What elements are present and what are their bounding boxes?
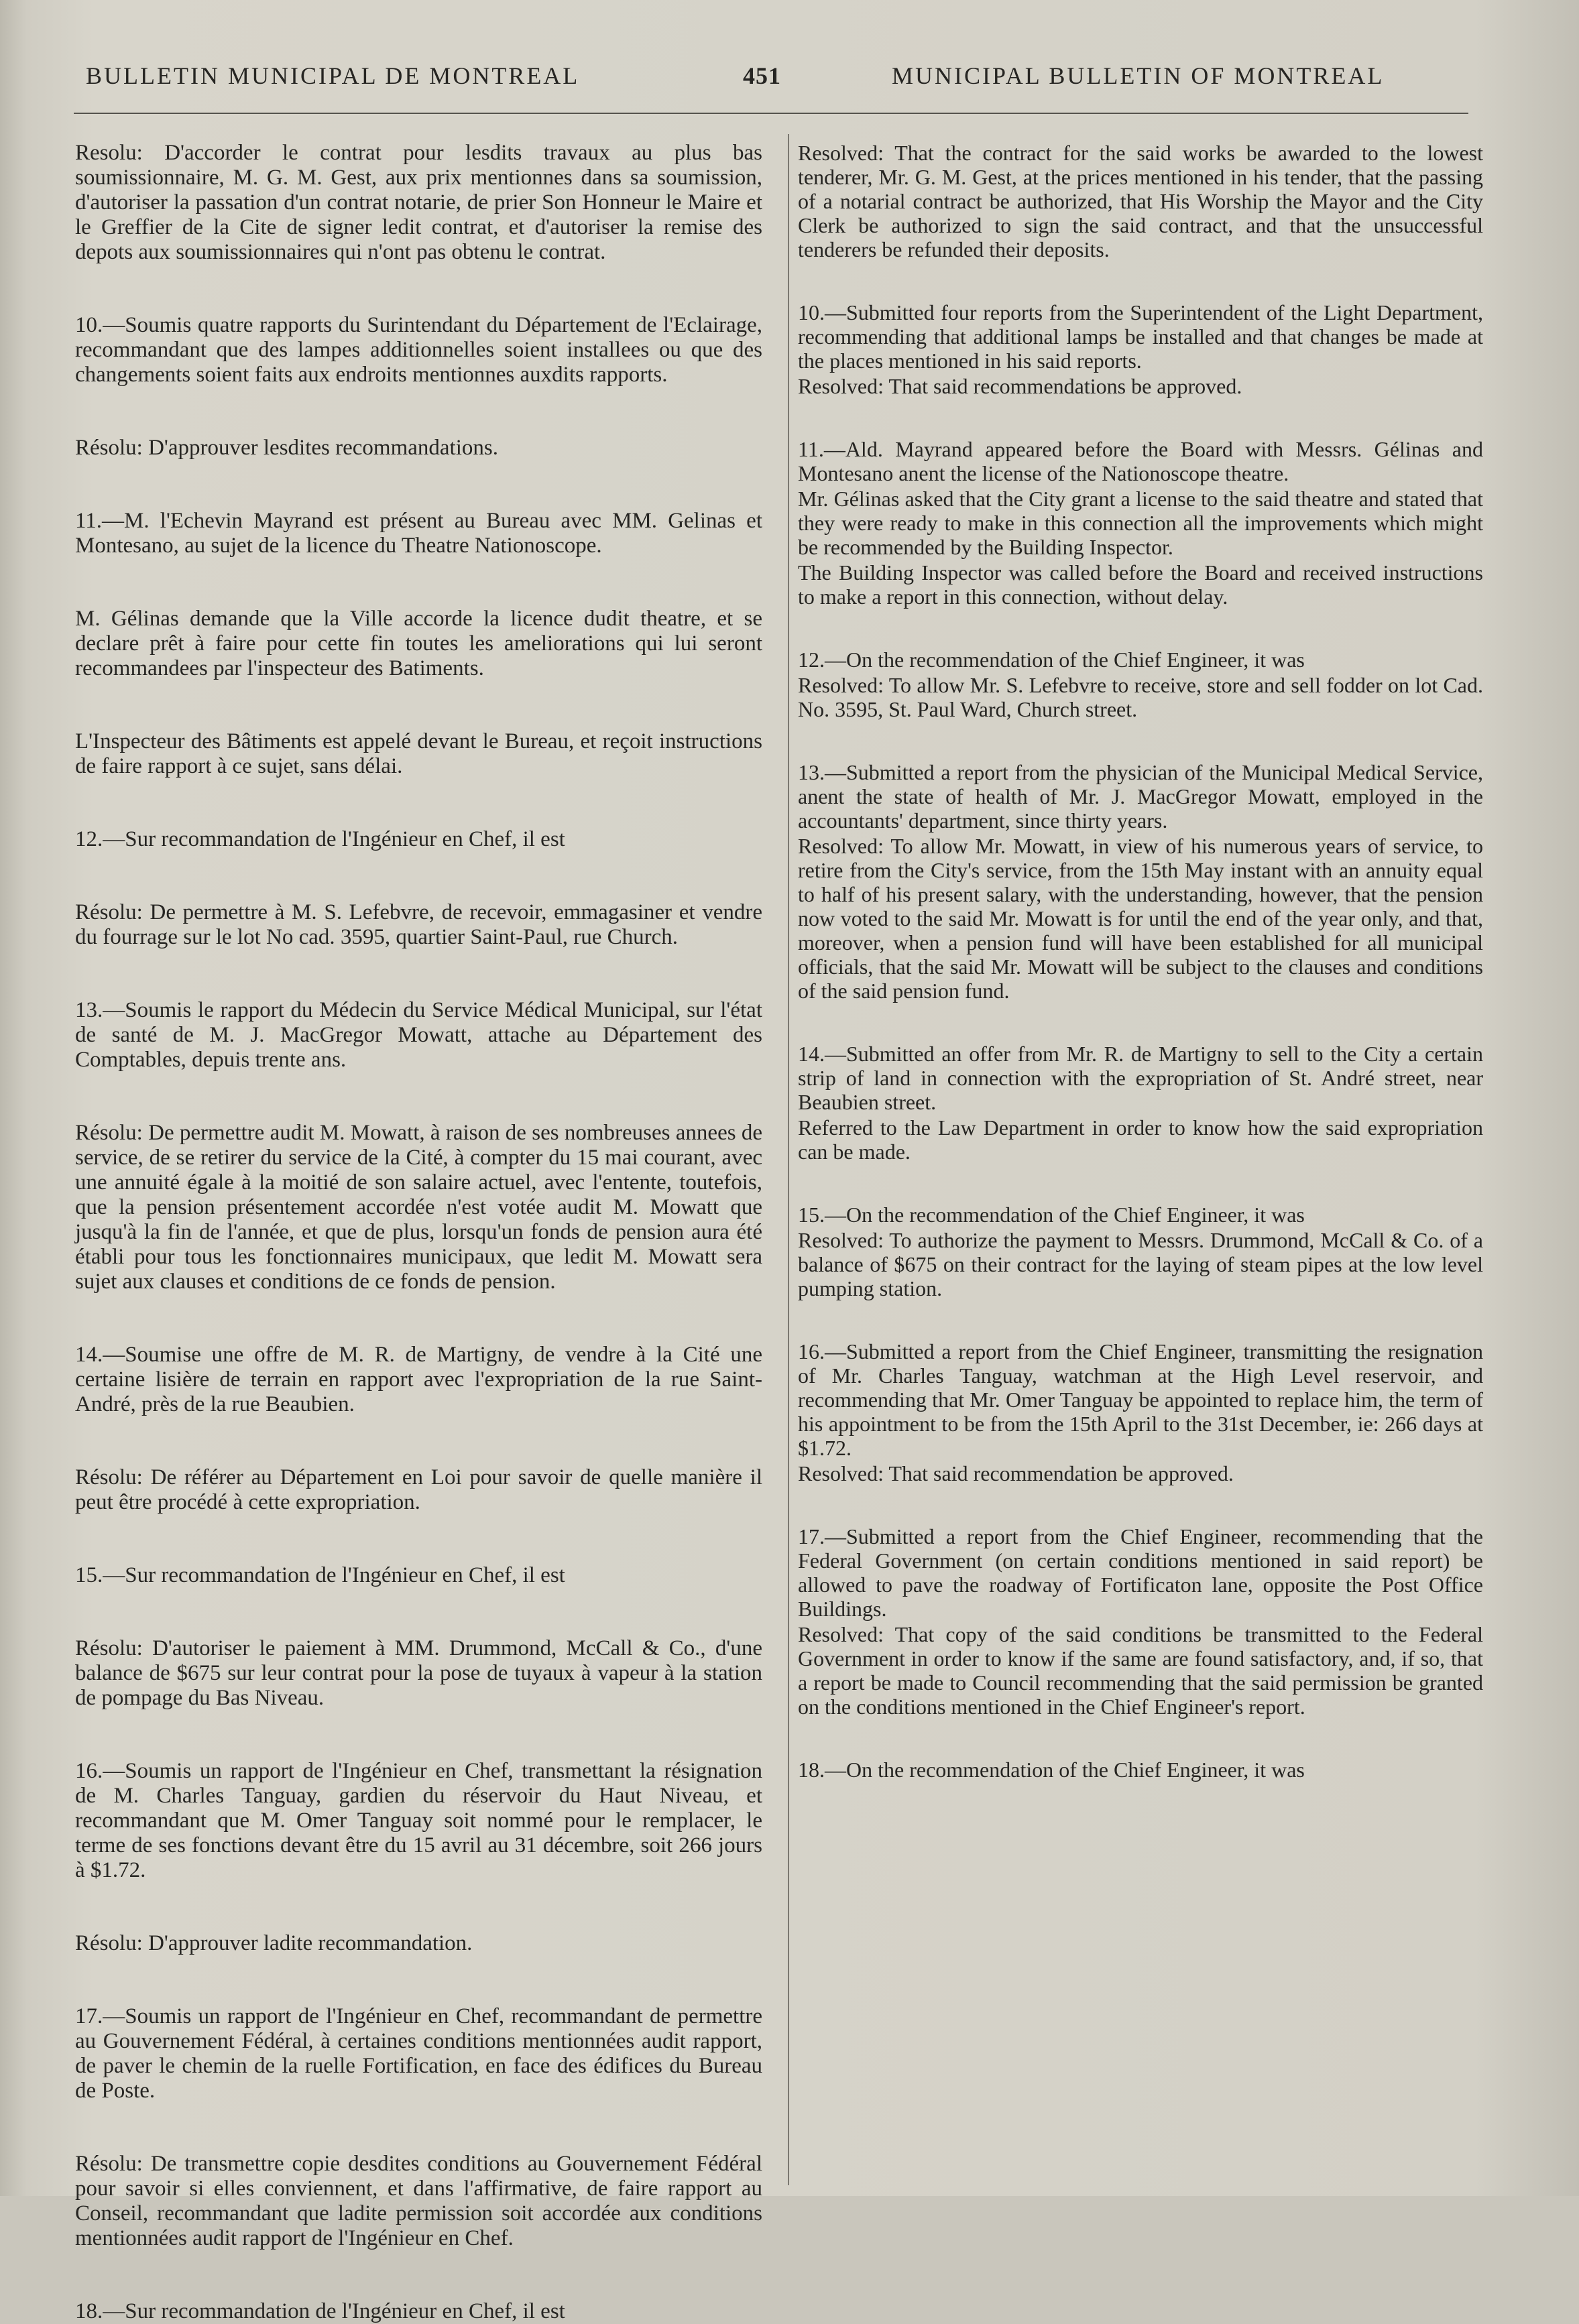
- header-title-english: MUNICIPAL BULLETIN OF MONTREAL: [892, 62, 1385, 89]
- en-para-10-resolved: Resolved: That said recommendations be approved.: [798, 374, 1242, 398]
- page-header: [0, 62, 1579, 95]
- en-para-13-resolved: Resolved: To allow Mr. Mowatt, in view of his numerous years of service, to retire from the City's service, from the 15th May instant with an annuity equal to half of his present salary, with the understanding, however, that the pension now voted to the said Mr. Mowatt is for until the end of the year only, and that, moreover, when a pension fund will have been established for all municipal officials, that the said Mr. Mowatt will be subject to the clauses and conditions of the said pension fund.: [798, 834, 1483, 1003]
- fr-para-14: 14.—Soumise une offre de M. R. de Martigny, de vendre à la Cité une certaine lisière de terrain en rapport avec l'expropriation de la rue Saint-André, près de la rue Beaubien.: [75, 1343, 762, 1416]
- fr-para-10: 10.—Soumis quatre rapports du Surintendant du Département de l'Eclairage, recommandant que des lampes additionnelles soient installees ou que des changements soient faits aux endroits mentionnes auxdits rapports.: [75, 313, 762, 387]
- fr-para-12-resolu: Résolu: De permettre à M. S. Lefebvre, de recevoir, emmagasiner et vendre du fourrage sur le lot No cad. 3595, quartier Saint-Paul, rue Church.: [75, 900, 762, 949]
- en-para-15: 15.—On the recommendation of the Chief Engineer, it was: [798, 1203, 1305, 1227]
- en-para-17: 17.—Submitted a report from the Chief Engineer, recommending that the Federal Government (on certain conditions mentioned in said report) be allowed to pave the roadway of Fortificaton lane, opposite the Post Office Buildings.: [798, 1524, 1483, 1621]
- en-para-17-resolved: Resolved: That copy of the said conditions be transmitted to the Federal Government in order to know if the same are found satisfactory, and, if so, that a report be made to Council recommending that the said permission be granted on the conditions mentioned in the Chief Engineer's report.: [798, 1622, 1483, 1719]
- fr-para-17-resolu: Résolu: De transmettre copie desdites conditions au Gouvernement Fédéral pour savoir si elles conviennent, et dans l'affirmative, de faire rapport au Conseil, recommandant que ladite permission soit accordée aux conditions mentionnées audit rapport de l'Ingénieur en Chef.: [75, 2152, 762, 2250]
- header-title-french: BULLETIN MUNICIPAL DE MONTREAL: [86, 62, 580, 89]
- english-column: [798, 141, 1483, 1782]
- en-para-13: 13.—Submitted a report from the physician of the Municipal Medical Service, anent the state of health of Mr. J. MacGregor Mowatt, employed in the accountants' department, since thirty years.: [798, 760, 1483, 833]
- fr-para-13-resolu: Résolu: De permettre audit M. Mowatt, à raison de ses nombreuses annees de service, de se retirer du service de la Cité, à compter du 15 mai courant, avec une annuité égale à la moitié de son salaire actuel, avec l'entente, toutefois, que la pension présentement accordée n'est votée audit M. Mowatt que jusqu'à la fin de l'année, et que de plus, lorsqu'un fonds de pension aura été établi pour tous les fonctionnaires municipaux, que ledit M. Mowatt sera sujet aux clauses et conditions de ce fonds de pension.: [75, 1121, 762, 1294]
- en-para-12-resolved: Resolved: To allow Mr. S. Lefebvre to receive, store and sell fodder on lot Cad. No. 3595, St. Paul Ward, Church street.: [798, 673, 1483, 721]
- en-para-16: 16.—Submitted a report from the Chief Engineer, transmitting the resignation of Mr. Charles Tanguay, watchman at the High Level reservoir, and recommending that Mr. Omer Tanguay be appointed to replace him, the term of his appointment to be from the 15th April to the 31st December, ie: 266 days at $1.72.: [798, 1339, 1483, 1460]
- fr-para-11: 11.—M. l'Echevin Mayrand est présent au Bureau avec MM. Gelinas et Montesano, au sujet de la licence du Theatre Nationoscope.: [75, 509, 762, 558]
- fr-para-17: 17.—Soumis un rapport de l'Ingénieur en Chef, recommandant de permettre au Gouvernement Fédéral, à certaines conditions mentionnées audit rapport, de paver le chemin de la ruelle Fortification, en face des édifices du Bureau de Poste.: [75, 2004, 762, 2103]
- en-para-14-referred: Referred to the Law Department in order to know how the said expropriation can be made.: [798, 1115, 1483, 1164]
- en-para-16-resolved: Resolved: That said recommendation be approved.: [798, 1461, 1234, 1485]
- fr-para-16-resolu: Résolu: D'approuver ladite recommandation.: [75, 1931, 473, 1955]
- en-para-11-inspector: The Building Inspector was called before the Board and received instructions to make a report in this connection, without delay.: [798, 560, 1483, 609]
- fr-para-15: 15.—Sur recommandation de l'Ingénieur en Chef, il est: [75, 1563, 565, 1587]
- en-para-10: 10.—Submitted four reports from the Superintendent of the Light Department, recommending that additional lamps be installed and that changes be made at the places mentioned in his said reports.: [798, 300, 1483, 373]
- header-rule: [74, 113, 1468, 114]
- fr-para-12: 12.—Sur recommandation de l'Ingénieur en Chef, il est: [75, 827, 565, 851]
- en-para-15-resolved: Resolved: To authorize the payment to Messrs. Drummond, McCall & Co. of a balance of $675 on their contract for the laying of steam pipes at the low level pumping station.: [798, 1228, 1483, 1300]
- en-para-11: 11.—Ald. Mayrand appeared before the Board with Messrs. Gélinas and Montesano anent the license of the Nationoscope theatre.: [798, 437, 1483, 485]
- fr-para-10-resolu: Résolu: D'approuver lesdites recommandations.: [75, 436, 498, 460]
- fr-para-11-inspecteur: L'Inspecteur des Bâtiments est appelé devant le Bureau, et reçoit instructions de faire rapport à ce sujet, sans délai.: [75, 729, 762, 778]
- fr-para-13: 13.—Soumis le rapport du Médecin du Service Médical Municipal, sur l'état de santé de M. J. MacGregor Mowatt, attache au Département des Comptables, depuis trente ans.: [75, 998, 762, 1072]
- fr-para-11-gelinas: M. Gélinas demande que la Ville accorde la licence dudit theatre, et se declare prêt à faire pour cette fin toutes les ameliorations qui lui seront recommandees par l'inspecteur des Batiments.: [75, 607, 762, 680]
- en-para-resolved-contract: Resolved: That the contract for the said works be awarded to the lowest tenderer, Mr. G. M. Gest, at the prices mentioned in his tender, that the passing of a notarial contract be authorized, that His Worship the Mayor and the City Clerk be authorized to sign the said contract, and that the unsuccessful tenderers be refunded their deposits.: [798, 141, 1483, 261]
- en-para-14: 14.—Submitted an offer from Mr. R. de Martigny to sell to the City a certain strip of land in connection with the expropriation of St. André street, near Beaubien street.: [798, 1042, 1483, 1114]
- fr-para-18: 18.—Sur recommandation de l'Ingénieur en Chef, il est: [75, 2299, 565, 2323]
- fr-para-16: 16.—Soumis un rapport de l'Ingénieur en Chef, transmettant la résignation de M. Charles Tanguay, gardien du réservoir du Haut Niveau, et recommandant que M. Omer Tanguay soit nommé pour le remplacer, le terme de ses fonctions devant être du 15 avril au 31 décembre, soit 266 jours à $1.72.: [75, 1759, 762, 1882]
- en-para-12: 12.—On the recommendation of the Chief Engineer, it was: [798, 648, 1305, 672]
- fr-para-15-resolu: Résolu: D'autoriser le paiement à MM. Drummond, McCall & Co., d'une balance de $675 sur leur contrat pour la pose de tuyaux à vapeur à la station de pompage du Bas Niveau.: [75, 1636, 762, 1710]
- french-column: [75, 141, 762, 2324]
- fr-para-14-resolu: Résolu: De référer au Département en Loi pour savoir de quelle manière il peut être procédé à cette expropriation.: [75, 1465, 762, 1514]
- en-para-11-gelinas: Mr. Gélinas asked that the City grant a license to the said theatre and stated that they were ready to make in this connection all the improvements which might be recommended by the Building Inspector.: [798, 487, 1483, 559]
- page-number: 451: [743, 62, 781, 89]
- column-divider: [788, 134, 789, 2185]
- fr-para-resolu-contract: Resolu: D'accorder le contrat pour lesdits travaux au plus bas soumissionnaire, M. G. M. Gest, aux prix mentionnes dans sa soumission, d'autoriser la passation d'un contrat notarie, de prier Son Honneur le Maire et le Greffier de la Cite de signer ledit contrat, et d'autoriser la remise des depots aux soumissionnaires qui n'ont pas obtenu le contrat.: [75, 141, 762, 264]
- en-para-18: 18.—On the recommendation of the Chief Engineer, it was: [798, 1758, 1305, 1782]
